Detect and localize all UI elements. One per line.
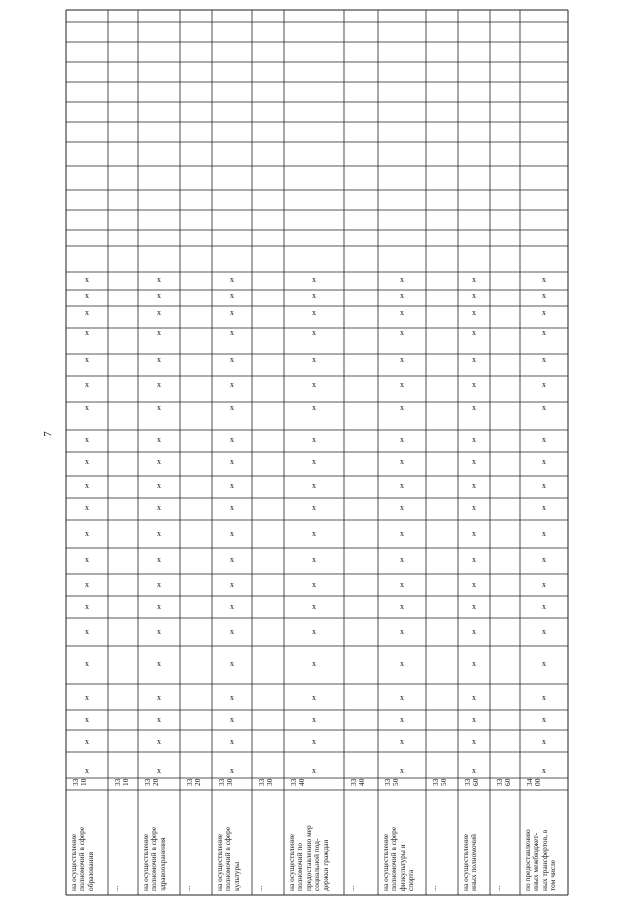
cross-mark: x bbox=[400, 715, 404, 724]
cross-mark: x bbox=[472, 380, 476, 389]
cross-mark: x bbox=[312, 627, 316, 636]
cross-mark: x bbox=[472, 457, 476, 466]
cross-mark: x bbox=[157, 659, 161, 668]
cross-mark: x bbox=[85, 693, 89, 702]
cross-mark: x bbox=[230, 580, 234, 589]
cross-mark: x bbox=[85, 715, 89, 724]
cross-mark: x bbox=[157, 580, 161, 589]
page-number: 7 bbox=[42, 431, 54, 437]
cross-mark: x bbox=[85, 403, 89, 412]
cross-mark: x bbox=[85, 602, 89, 611]
cross-mark: x bbox=[312, 529, 316, 538]
cross-mark: x bbox=[85, 580, 89, 589]
cross-mark: x bbox=[542, 275, 546, 284]
cross-mark: x bbox=[312, 380, 316, 389]
cross-mark: x bbox=[230, 380, 234, 389]
cross-mark: x bbox=[542, 627, 546, 636]
cross-mark: x bbox=[157, 457, 161, 466]
cross-mark: x bbox=[400, 435, 404, 444]
cross-mark: x bbox=[230, 627, 234, 636]
cross-mark: x bbox=[230, 659, 234, 668]
cross-mark: x bbox=[230, 457, 234, 466]
cross-mark: x bbox=[400, 503, 404, 512]
cross-mark: x bbox=[472, 355, 476, 364]
cross-mark: x bbox=[312, 715, 316, 724]
cross-mark: x bbox=[400, 602, 404, 611]
cross-mark: x bbox=[542, 693, 546, 702]
cross-mark: x bbox=[157, 715, 161, 724]
cross-mark: x bbox=[472, 403, 476, 412]
cross-mark: x bbox=[472, 328, 476, 337]
cross-mark: x bbox=[157, 627, 161, 636]
cross-mark: x bbox=[400, 555, 404, 564]
cross-mark: x bbox=[312, 659, 316, 668]
cross-mark: x bbox=[85, 291, 89, 300]
row-label: на осуществление полномочий в сфере здравоохранения bbox=[141, 826, 167, 891]
cross-mark: x bbox=[230, 693, 234, 702]
cross-mark: x bbox=[157, 602, 161, 611]
cross-mark: x bbox=[312, 693, 316, 702]
cross-mark: x bbox=[85, 503, 89, 512]
cross-mark: x bbox=[472, 275, 476, 284]
cross-mark: x bbox=[312, 328, 316, 337]
cross-mark: x bbox=[312, 275, 316, 284]
row-code: 33 30 bbox=[257, 778, 275, 786]
cross-mark: x bbox=[312, 766, 316, 775]
cross-mark: x bbox=[472, 291, 476, 300]
cross-mark: x bbox=[542, 403, 546, 412]
row-label: по предоставлению иных межбюджет- ных трансфертов, в том числе bbox=[523, 829, 558, 891]
cross-mark: x bbox=[542, 308, 546, 317]
cross-mark: x bbox=[312, 308, 316, 317]
cross-mark: x bbox=[400, 355, 404, 364]
cross-mark: x bbox=[400, 328, 404, 337]
cross-mark: x bbox=[542, 328, 546, 337]
cross-mark: x bbox=[312, 580, 316, 589]
cross-mark: x bbox=[472, 602, 476, 611]
cross-mark: x bbox=[312, 481, 316, 490]
cross-mark: x bbox=[542, 659, 546, 668]
row-code: 33 20 bbox=[185, 778, 203, 786]
cross-mark: x bbox=[472, 580, 476, 589]
cross-mark: x bbox=[85, 328, 89, 337]
cross-mark: x bbox=[542, 715, 546, 724]
cross-mark: x bbox=[230, 503, 234, 512]
cross-mark: x bbox=[542, 457, 546, 466]
row-label: на осуществление иных полномочий bbox=[461, 833, 479, 891]
cross-mark: x bbox=[157, 275, 161, 284]
cross-mark: x bbox=[400, 403, 404, 412]
cross-mark: x bbox=[230, 715, 234, 724]
cross-mark: x bbox=[230, 403, 234, 412]
cross-mark: x bbox=[542, 503, 546, 512]
row-code: 33 10 bbox=[113, 778, 131, 786]
cross-mark: x bbox=[85, 275, 89, 284]
cross-mark: x bbox=[230, 481, 234, 490]
cross-mark: x bbox=[157, 693, 161, 702]
cross-mark: x bbox=[157, 355, 161, 364]
cross-mark: x bbox=[157, 766, 161, 775]
cross-mark: x bbox=[230, 291, 234, 300]
cross-mark: x bbox=[472, 659, 476, 668]
cross-mark: x bbox=[400, 580, 404, 589]
cross-mark: x bbox=[542, 529, 546, 538]
cross-mark: x bbox=[230, 555, 234, 564]
row-label: ... bbox=[347, 885, 356, 891]
cross-mark: x bbox=[472, 308, 476, 317]
cross-mark: x bbox=[542, 355, 546, 364]
row-label: на осуществление полномочий по предоставлению мер социальной под- держки граждан bbox=[287, 825, 330, 891]
cross-mark: x bbox=[542, 555, 546, 564]
cross-mark: x bbox=[312, 355, 316, 364]
cross-mark: x bbox=[472, 737, 476, 746]
cross-mark: x bbox=[472, 481, 476, 490]
row-code: 33 60 bbox=[463, 778, 481, 786]
cross-mark: x bbox=[472, 766, 476, 775]
cross-mark: x bbox=[472, 503, 476, 512]
cross-mark: x bbox=[85, 380, 89, 389]
cross-mark: x bbox=[542, 435, 546, 444]
cross-mark: x bbox=[157, 380, 161, 389]
cross-mark: x bbox=[85, 308, 89, 317]
cross-mark: x bbox=[400, 308, 404, 317]
cross-mark: x bbox=[400, 275, 404, 284]
row-label: ... bbox=[429, 885, 438, 891]
cross-mark: x bbox=[472, 693, 476, 702]
cross-mark: x bbox=[230, 766, 234, 775]
cross-mark: x bbox=[542, 481, 546, 490]
cross-mark: x bbox=[312, 435, 316, 444]
cross-mark: x bbox=[472, 555, 476, 564]
cross-mark: x bbox=[312, 457, 316, 466]
cross-mark: x bbox=[85, 627, 89, 636]
cross-mark: x bbox=[400, 693, 404, 702]
cross-mark: x bbox=[85, 555, 89, 564]
cross-mark: x bbox=[85, 355, 89, 364]
cross-mark: x bbox=[157, 503, 161, 512]
cross-mark: x bbox=[400, 380, 404, 389]
cross-mark: x bbox=[157, 481, 161, 490]
cross-mark: x bbox=[230, 355, 234, 364]
cross-mark: x bbox=[400, 481, 404, 490]
row-label: ... bbox=[183, 885, 192, 891]
cross-mark: x bbox=[542, 380, 546, 389]
cross-mark: x bbox=[157, 737, 161, 746]
cross-mark: x bbox=[312, 555, 316, 564]
cross-mark: x bbox=[230, 602, 234, 611]
cross-mark: x bbox=[230, 308, 234, 317]
cross-mark: x bbox=[400, 737, 404, 746]
cross-mark: x bbox=[472, 715, 476, 724]
row-code: 33 40 bbox=[289, 778, 307, 786]
cross-mark: x bbox=[157, 291, 161, 300]
cross-mark: x bbox=[542, 602, 546, 611]
cross-mark: x bbox=[312, 291, 316, 300]
cross-mark: x bbox=[542, 766, 546, 775]
cross-mark: x bbox=[157, 308, 161, 317]
cross-mark: x bbox=[157, 555, 161, 564]
cross-mark: x bbox=[312, 737, 316, 746]
cross-mark: x bbox=[230, 529, 234, 538]
cross-mark: x bbox=[400, 627, 404, 636]
row-code: 33 60 bbox=[495, 778, 513, 786]
cross-mark: x bbox=[542, 737, 546, 746]
cross-mark: x bbox=[230, 737, 234, 746]
cross-mark: x bbox=[312, 503, 316, 512]
row-label: ... bbox=[111, 885, 120, 891]
cross-mark: x bbox=[400, 659, 404, 668]
cross-mark: x bbox=[85, 766, 89, 775]
cross-mark: x bbox=[472, 529, 476, 538]
cross-mark: x bbox=[85, 481, 89, 490]
cross-mark: x bbox=[230, 328, 234, 337]
cross-mark: x bbox=[230, 275, 234, 284]
cross-mark: x bbox=[157, 403, 161, 412]
cross-mark: x bbox=[400, 766, 404, 775]
cross-mark: x bbox=[472, 435, 476, 444]
row-label: на осуществление полномочий в сфере физкультуры и спорта bbox=[381, 826, 416, 891]
row-label: ... bbox=[493, 885, 502, 891]
row-code: 33 20 bbox=[143, 778, 161, 786]
row-code: 33 30 bbox=[217, 778, 235, 786]
cross-mark: x bbox=[400, 529, 404, 538]
cross-mark: x bbox=[85, 737, 89, 746]
row-code: 33 40 bbox=[349, 778, 367, 786]
cross-mark: x bbox=[85, 457, 89, 466]
cross-mark: x bbox=[542, 291, 546, 300]
row-label: на осуществление полномочий в сфере образования bbox=[69, 826, 95, 891]
cross-mark: x bbox=[157, 529, 161, 538]
row-code: 33 10 bbox=[71, 778, 89, 786]
cross-mark: x bbox=[85, 435, 89, 444]
cross-mark: x bbox=[472, 627, 476, 636]
row-code: 34 00 bbox=[525, 778, 543, 786]
row-code: 33 50 bbox=[431, 778, 449, 786]
cross-mark: x bbox=[157, 328, 161, 337]
row-label: на осуществление полномочий в сфере культуры bbox=[215, 826, 241, 891]
cross-mark: x bbox=[542, 580, 546, 589]
row-code: 33 50 bbox=[383, 778, 401, 786]
cross-mark: x bbox=[85, 529, 89, 538]
cross-mark: x bbox=[312, 602, 316, 611]
cross-mark: x bbox=[400, 291, 404, 300]
cross-mark: x bbox=[312, 403, 316, 412]
cross-mark: x bbox=[157, 435, 161, 444]
row-label: ... bbox=[255, 885, 264, 891]
cross-mark: x bbox=[85, 659, 89, 668]
cross-mark: x bbox=[230, 435, 234, 444]
cross-mark: x bbox=[400, 457, 404, 466]
